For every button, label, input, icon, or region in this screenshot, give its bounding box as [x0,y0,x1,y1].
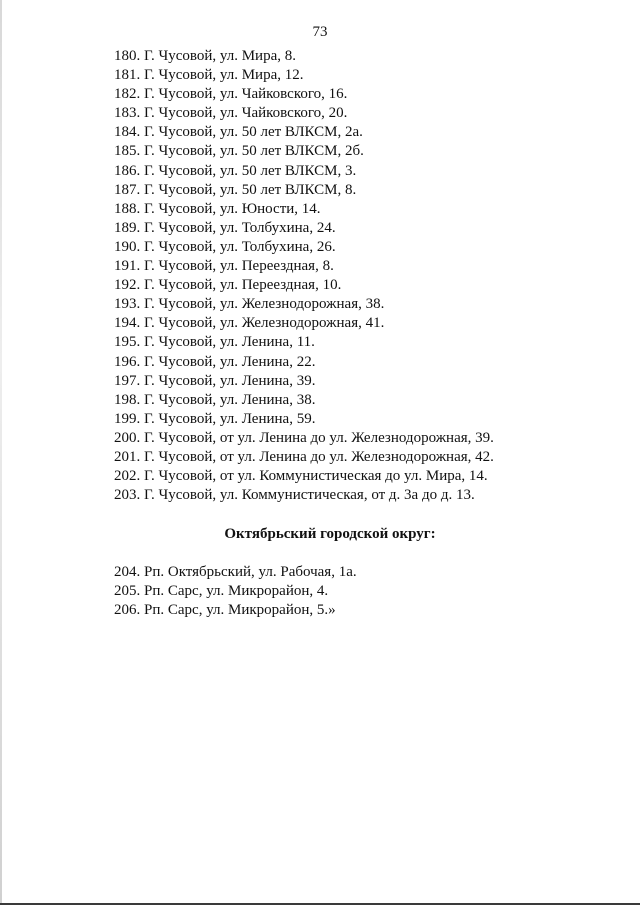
list-item: 196. Г. Чусовой, ул. Ленина, 22. [114,353,316,370]
list-item: 195. Г. Чусовой, ул. Ленина, 11. [114,334,315,351]
list-item: 182. Г. Чусовой, ул. Чайковского, 16. [114,86,348,103]
section-address-list [114,563,357,620]
list-item: 188. Г. Чусовой, ул. Юности, 14. [114,200,321,217]
list-item: 183. Г. Чусовой, ул. Чайковского, 20. [114,105,348,122]
list-item: 202. Г. Чусовой, от ул. Коммунистическая до ул. Мира, 14. [114,468,488,485]
list-item: 192. Г. Чусовой, ул. Переездная, 10. [114,277,342,294]
list-item: 194. Г. Чусовой, ул. Железнодорожная, 41. [114,315,385,332]
list-item: 203. Г. Чусовой, ул. Коммунистическая, от д. 3а до д. 13. [114,487,475,504]
list-item: 198. Г. Чусовой, ул. Ленина, 38. [114,391,316,408]
list-item: 191. Г. Чусовой, ул. Переездная, 8. [114,258,334,275]
list-item: 189. Г. Чусовой, ул. Толбухина, 24. [114,219,336,236]
list-item: 186. Г. Чусовой, ул. 50 лет ВЛКСМ, 3. [114,162,357,179]
list-item: 184. Г. Чусовой, ул. 50 лет ВЛКСМ, 2а. [114,124,363,141]
list-item: 205. Рп. Сарс, ул. Микрорайон, 4. [114,583,329,600]
address-list [114,47,494,505]
list-item: 200. Г. Чусовой, от ул. Ленина до ул. Железнодорожная, 39. [114,429,494,446]
section-heading: Октябрьский городской округ: [224,526,436,542]
list-item: 190. Г. Чусовой, ул. Толбухина, 26. [114,238,336,255]
list-item: 185. Г. Чусовой, ул. 50 лет ВЛКСМ, 2б. [114,143,364,160]
list-item: 206. Рп. Сарс, ул. Микрорайон, 5.» [114,602,336,619]
list-item: 187. Г. Чусовой, ул. 50 лет ВЛКСМ, 8. [114,181,357,198]
list-item: 197. Г. Чусовой, ул. Ленина, 39. [114,372,316,389]
list-item: 201. Г. Чусовой, от ул. Ленина до ул. Железнодорожная, 42. [114,448,494,465]
list-item: 193. Г. Чусовой, ул. Железнодорожная, 38. [114,296,385,313]
scan-left-edge [0,0,2,905]
list-item: 199. Г. Чусовой, ул. Ленина, 59. [114,410,316,427]
list-item: 180. Г. Чусовой, ул. Мира, 8. [114,48,296,64]
list-item: 204. Рп. Октябрьский, ул. Рабочая, 1а. [114,564,357,580]
list-item: 181. Г. Чусовой, ул. Мира, 12. [114,67,304,84]
page-number: 73 [312,24,328,40]
